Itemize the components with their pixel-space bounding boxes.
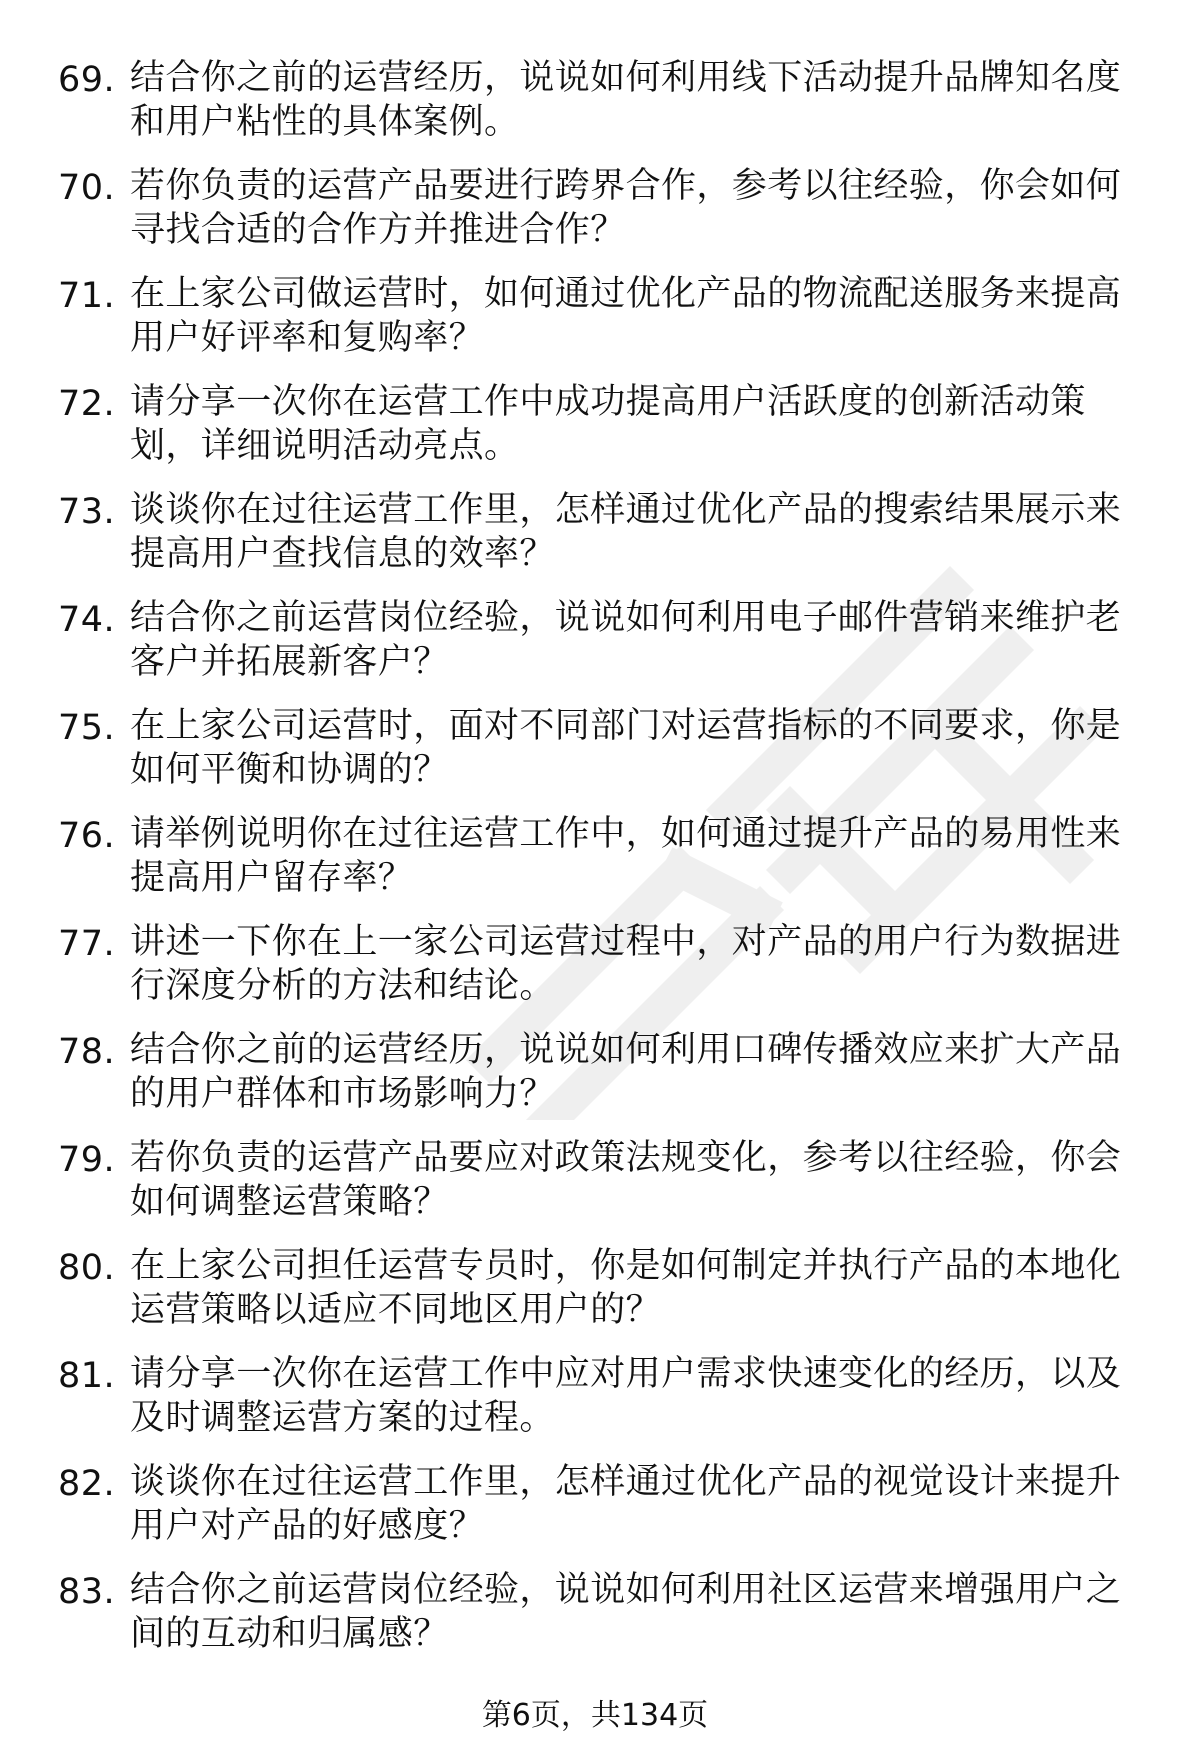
question-item xyxy=(58,1346,1138,1454)
question-item xyxy=(58,50,1138,158)
question-number: 76. xyxy=(58,816,116,856)
question-item xyxy=(58,698,1138,806)
question-text: 谈谈你在过往运营工作里，怎样通过优化产品的搜索结果展示来提高用户查找信息的效率？ xyxy=(130,490,1122,574)
question-text: 谈谈你在过往运营工作里，怎样通过优化产品的视觉设计来提升用户对产品的好感度？ xyxy=(130,1462,1122,1546)
question-number: 81. xyxy=(58,1356,116,1396)
page-number: 第6页，共134页 xyxy=(481,1698,709,1733)
question-text: 请分享一次你在运营工作中应对用户需求快速变化的经历，以及及时调整运营方案的过程。 xyxy=(130,1354,1122,1438)
question-item xyxy=(58,266,1138,374)
question-number: 71. xyxy=(58,276,116,316)
question-item xyxy=(58,1562,1138,1670)
question-item xyxy=(58,806,1138,914)
question-number: 69. xyxy=(58,60,116,100)
question-item xyxy=(58,374,1138,482)
question-number: 70. xyxy=(58,168,116,208)
question-text: 若你负责的运营产品要应对政策法规变化，参考以往经验，你会如何调整运营策略？ xyxy=(130,1138,1122,1222)
question-text: 在上家公司担任运营专员时，你是如何制定并执行产品的本地化运营策略以适应不同地区用户的？ xyxy=(130,1246,1122,1330)
question-item xyxy=(58,1130,1138,1238)
question-text: 结合你之前的运营经历，说说如何利用线下活动提升品牌知名度和用户粘性的具体案例。 xyxy=(130,58,1122,142)
question-text: 在上家公司做运营时，如何通过优化产品的物流配送服务来提高用户好评率和复购率？ xyxy=(130,274,1122,358)
question-number: 82. xyxy=(58,1464,116,1504)
question-text: 结合你之前运营岗位经验，说说如何利用社区运营来增强用户之间的互动和归属感？ xyxy=(130,1570,1122,1654)
question-number: 83. xyxy=(58,1572,116,1612)
question-item xyxy=(58,1454,1138,1562)
question-text: 请举例说明你在过往运营工作中，如何通过提升产品的易用性来提高用户留存率？ xyxy=(130,814,1122,898)
question-number: 73. xyxy=(58,492,116,532)
question-text: 结合你之前运营岗位经验，说说如何利用电子邮件营销来维护老客户并拓展新客户？ xyxy=(130,598,1122,682)
question-list xyxy=(58,50,1138,1670)
question-text: 讲述一下你在上一家公司运营过程中，对产品的用户行为数据进行深度分析的方法和结论。 xyxy=(130,922,1122,1006)
question-item xyxy=(58,590,1138,698)
question-number: 72. xyxy=(58,384,116,424)
question-number: 78. xyxy=(58,1032,116,1072)
question-text: 请分享一次你在运营工作中成功提高用户活跃度的创新活动策划，详细说明活动亮点。 xyxy=(130,382,1086,466)
question-item xyxy=(58,1022,1138,1130)
question-number: 77. xyxy=(58,924,116,964)
question-number: 79. xyxy=(58,1140,116,1180)
question-item xyxy=(58,482,1138,590)
question-text: 在上家公司运营时，面对不同部门对运营指标的不同要求，你是如何平衡和协调的？ xyxy=(130,706,1122,790)
question-number: 75. xyxy=(58,708,116,748)
question-text: 若你负责的运营产品要进行跨界合作，参考以往经验，你会如何寻找合适的合作方并推进合作？ xyxy=(130,166,1122,250)
question-number: 80. xyxy=(58,1248,116,1288)
question-number: 74. xyxy=(58,600,116,640)
question-item xyxy=(58,1238,1138,1346)
question-item xyxy=(58,158,1138,266)
question-text: 结合你之前的运营经历，说说如何利用口碑传播效应来扩大产品的用户群体和市场影响力？ xyxy=(130,1030,1122,1114)
question-item xyxy=(58,914,1138,1022)
